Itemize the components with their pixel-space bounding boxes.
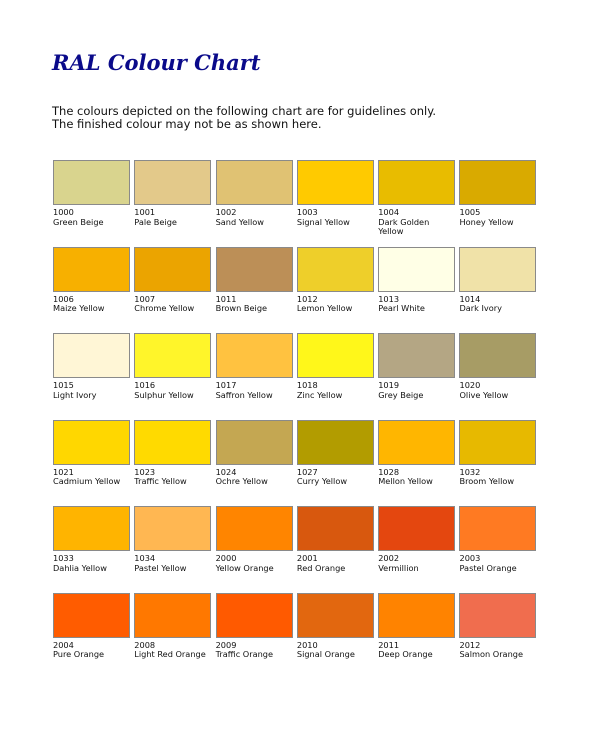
colour-name: Zinc Yellow [296, 389, 343, 400]
colour-name: Dark Golden Yellow [378, 216, 430, 236]
colour-code: 1000 [53, 207, 74, 217]
colour-swatch [134, 160, 211, 205]
colour-swatch [297, 420, 374, 465]
colour-name: Traffic Orange [215, 649, 274, 660]
colour-item [378, 160, 455, 247]
colour-code: 1011 [215, 293, 237, 304]
colour-name: Dahlia Yellow [53, 562, 107, 573]
colour-swatch [53, 333, 130, 378]
colour-name: Lemon Yellow [296, 303, 353, 314]
colour-name: Ochre Yellow [215, 476, 268, 487]
colour-code: 1027 [296, 466, 318, 477]
colour-code: 1013 [378, 293, 400, 304]
colour-swatch [53, 420, 130, 465]
intro-text [52, 105, 436, 131]
colour-swatch [216, 333, 293, 378]
colour-name: Brown Beige [215, 303, 268, 314]
page-title: RAL Colour Chart [52, 50, 261, 75]
colour-item [459, 160, 536, 247]
colour-swatch [459, 160, 536, 205]
colour-code: 2011 [378, 639, 400, 650]
colour-code: 2012 [459, 639, 481, 650]
colour-item [53, 593, 130, 680]
colour-name: Olive Yellow [459, 389, 509, 400]
colour-name: Sand Yellow [215, 216, 265, 227]
colour-name: Honey Yellow [459, 216, 514, 227]
colour-code: 1019 [378, 380, 400, 391]
colour-item [378, 333, 455, 420]
colour-code: 1012 [296, 293, 318, 304]
colour-code: 1002 [215, 207, 237, 217]
colour-item [459, 247, 536, 334]
colour-swatch [216, 160, 293, 205]
colour-swatch [297, 593, 374, 638]
colour-item [134, 593, 211, 680]
colour-item [297, 506, 374, 593]
colour-code: 1003 [296, 207, 318, 217]
colour-item [378, 247, 455, 334]
colour-item [459, 333, 536, 420]
colour-swatch [53, 506, 130, 551]
colour-name: Curry Yellow [296, 476, 348, 487]
colour-code: 1033 [53, 553, 74, 564]
colour-name: Pastel Orange [459, 562, 517, 573]
colour-code: 2004 [53, 639, 74, 650]
colour-name: Red Orange [296, 562, 346, 573]
colour-code: 1006 [53, 293, 74, 304]
colour-code: 2001 [296, 553, 318, 564]
colour-swatch [134, 506, 211, 551]
intro-line: The finished colour may not be as shown here. [52, 117, 322, 131]
colour-item [297, 420, 374, 507]
colour-name: Vermillion [378, 562, 419, 573]
colour-code: 2010 [296, 639, 318, 650]
colour-code: 2009 [215, 639, 237, 650]
colour-name: Saffron Yellow [215, 389, 273, 400]
colour-item [216, 333, 293, 420]
colour-code: 1023 [134, 466, 156, 477]
colour-code: 1018 [296, 380, 318, 391]
colour-name: Pale Beige [134, 216, 177, 227]
colour-swatch [216, 593, 293, 638]
intro-line: The colours depicted on the following chart are for guidelines only. [52, 104, 437, 118]
colour-item [378, 420, 455, 507]
colour-item [216, 160, 293, 247]
colour-code: 1014 [459, 293, 481, 304]
colour-swatch [459, 506, 536, 551]
colour-swatch [53, 593, 130, 638]
colour-name: Broom Yellow [459, 476, 515, 487]
colour-item [459, 593, 536, 680]
colour-item [297, 593, 374, 680]
colour-swatch [134, 420, 211, 465]
colour-name: Mellon Yellow [378, 476, 433, 487]
colour-item [297, 333, 374, 420]
colour-swatch [53, 247, 130, 292]
colour-code: 1015 [53, 380, 74, 391]
colour-code: 1017 [215, 380, 237, 391]
colour-code: 1034 [134, 553, 156, 564]
colour-swatch [378, 160, 455, 205]
colour-swatch [378, 247, 455, 292]
colour-item [53, 333, 130, 420]
colour-item [459, 506, 536, 593]
colour-name: Pastel Yellow [134, 562, 187, 573]
colour-code: 1021 [53, 466, 74, 477]
colour-item [53, 420, 130, 507]
colour-swatch [378, 593, 455, 638]
colour-code: 1007 [134, 293, 156, 304]
colour-code: 1005 [459, 207, 481, 217]
colour-name: Pure Orange [53, 649, 105, 660]
colour-item [134, 506, 211, 593]
colour-item [134, 420, 211, 507]
colour-code: 1024 [215, 466, 237, 477]
colour-item [378, 506, 455, 593]
colour-code: 2002 [378, 553, 400, 564]
colour-item [216, 247, 293, 334]
colour-name: Yellow Orange [215, 562, 274, 573]
colour-swatch [297, 247, 374, 292]
colour-item [53, 506, 130, 593]
colour-name: Deep Orange [378, 649, 433, 660]
colour-swatch [378, 333, 455, 378]
colour-code: 2003 [459, 553, 481, 564]
colour-code: 2008 [134, 639, 156, 650]
colour-name: Grey Beige [378, 389, 424, 400]
colour-code: 1016 [134, 380, 156, 391]
colour-name: Chrome Yellow [134, 303, 195, 314]
colour-name: Signal Orange [296, 649, 355, 660]
colour-swatch [134, 593, 211, 638]
colour-item [216, 506, 293, 593]
colour-item [53, 160, 130, 247]
colour-item [378, 593, 455, 680]
colour-code: 1028 [378, 466, 400, 477]
colour-name: Green Beige [53, 216, 104, 227]
colour-name: Pearl White [378, 303, 425, 314]
colour-swatch [216, 420, 293, 465]
colour-swatch [216, 247, 293, 292]
colour-item [53, 247, 130, 334]
colour-name: Salmon Orange [459, 649, 524, 660]
colour-code: 1001 [134, 207, 156, 217]
colour-grid [53, 160, 536, 680]
colour-item [216, 420, 293, 507]
colour-name: Maize Yellow [53, 303, 105, 314]
colour-swatch [53, 160, 130, 205]
colour-swatch [378, 506, 455, 551]
colour-name: Light Red Orange [134, 649, 206, 660]
colour-item [297, 160, 374, 247]
colour-swatch [297, 506, 374, 551]
colour-swatch [378, 420, 455, 465]
colour-swatch [297, 333, 374, 378]
colour-code: 1020 [459, 380, 481, 391]
colour-name: Signal Yellow [296, 216, 350, 227]
colour-swatch [459, 420, 536, 465]
colour-swatch [297, 160, 374, 205]
colour-name: Dark Ivory [459, 303, 502, 314]
colour-item [134, 333, 211, 420]
colour-item [297, 247, 374, 334]
colour-swatch [134, 333, 211, 378]
colour-swatch [459, 333, 536, 378]
colour-item [134, 247, 211, 334]
colour-swatch [459, 247, 536, 292]
colour-swatch [216, 506, 293, 551]
colour-code: 2000 [215, 553, 237, 564]
colour-name: Light Ivory [53, 389, 97, 400]
colour-name: Cadmium Yellow [53, 476, 121, 487]
colour-swatch [459, 593, 536, 638]
colour-item [134, 160, 211, 247]
colour-code: 1004 [378, 207, 400, 217]
colour-item [216, 593, 293, 680]
colour-name: Sulphur Yellow [134, 389, 194, 400]
colour-code: 1032 [459, 466, 481, 477]
colour-name: Traffic Yellow [134, 476, 187, 487]
colour-item [459, 420, 536, 507]
colour-swatch [134, 247, 211, 292]
